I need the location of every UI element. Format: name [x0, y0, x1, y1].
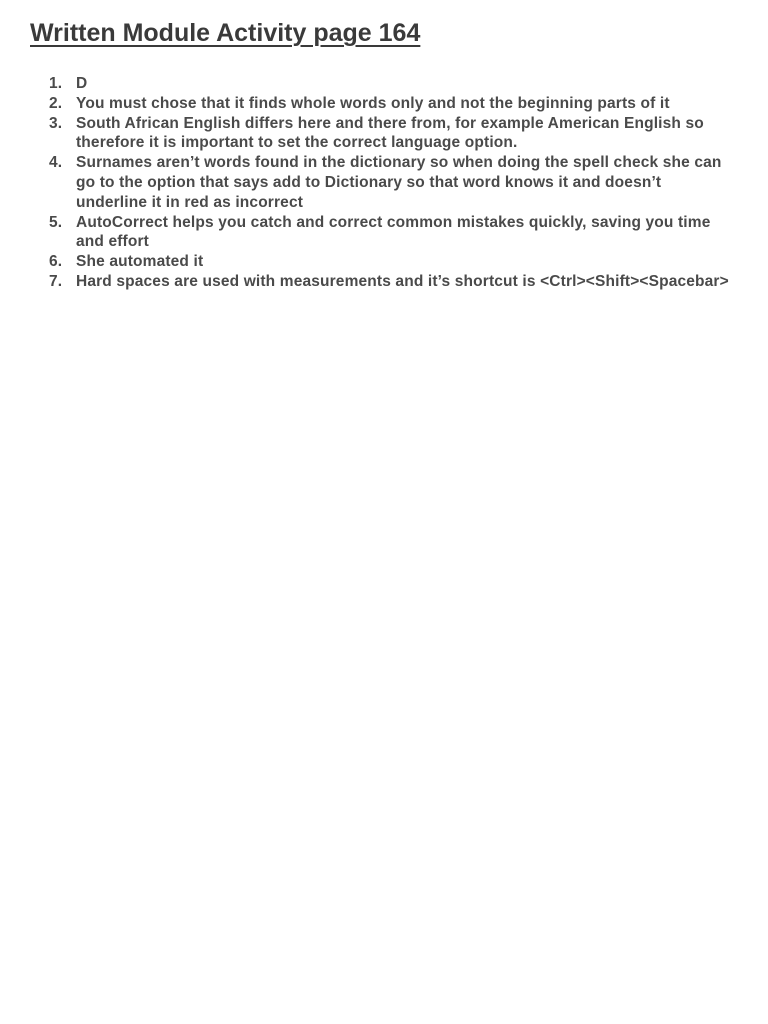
list-item [49, 213, 736, 253]
list-item-number: 5. [49, 213, 63, 231]
list-item-number: 1. [49, 75, 63, 92]
list-item-text: AutoCorrect helps you catch and correct common mistakes quickly, saving you time and effort [76, 213, 711, 251]
list-item [49, 114, 736, 154]
list-item-text: She automated it [76, 253, 204, 271]
list-item-number: 2. [49, 94, 63, 112]
list-item-text: D [76, 75, 88, 92]
list-item-text: Hard spaces are used with measurements and it’s shortcut is <Ctrl><Shift><Spacebar> [76, 272, 729, 290]
list-item-text: You must chose that it finds whole words only and not the beginning parts of it [76, 94, 670, 112]
list-item-text: South African English differs here and there from, for example American English so therefore it is important to set the correct language option. [76, 114, 704, 152]
list-item-number: 4. [49, 154, 63, 172]
list-item [49, 272, 736, 292]
list-item [49, 74, 736, 94]
list-item-number: 6. [49, 253, 63, 271]
list-item-number: 3. [49, 114, 63, 132]
answer-list [49, 74, 736, 292]
list-item-text: Surnames aren’t words found in the dictionary so when doing the spell check she can go to the option that says add to Dictionary so that word knows it and doesn’t underline it in red as incorrect [76, 154, 722, 211]
list-item-number: 7. [49, 272, 63, 290]
list-item [49, 153, 736, 212]
page-title: Written Module Activity page 164 [30, 19, 421, 47]
list-item [49, 94, 736, 114]
list-item [49, 252, 736, 272]
